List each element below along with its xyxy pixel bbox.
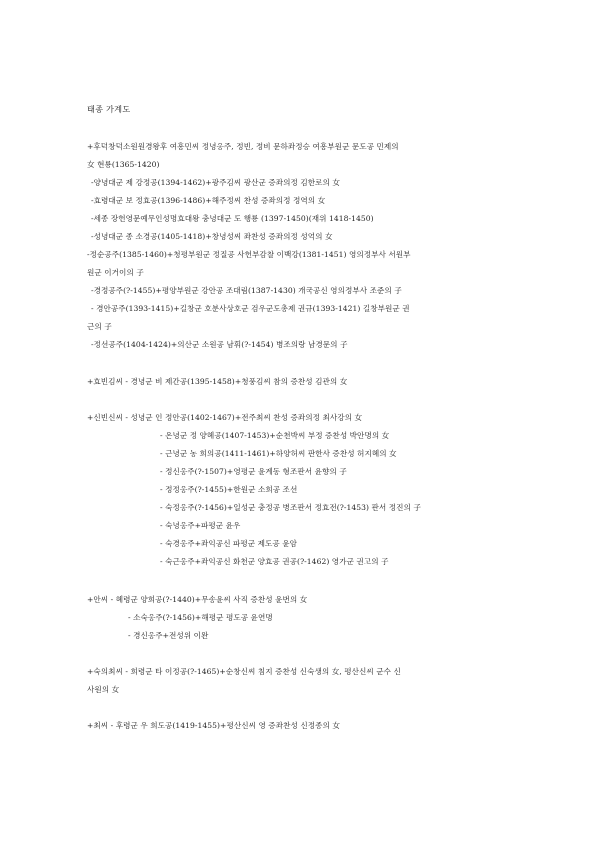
text-line: - 정정옹주(?-1455)+한원군 소희공 조선 — [160, 485, 298, 494]
text-line: -성녕대군 종 소경공(1405-1418)+창녕성씨 좌찬성 증좌의정 성억의 女 — [91, 232, 333, 241]
text-line: +안씨 - 혜령군 양희공(?-1440)+무송윤씨 사직 증찬성 윤번의 女 — [87, 595, 308, 604]
text-line: 女 현룡(1365-1420) — [87, 160, 160, 169]
text-line: - 숙녕옹주+파평군 윤우 — [160, 521, 241, 530]
text-line: -세종 장헌영문예무인성명효대왕 충녕대군 도 행룡 (1397-1450)(재위 1418-1450) — [91, 214, 374, 223]
text-line: - 숙경옹주+좌익공신 파평군 제도공 윤암 — [160, 539, 298, 548]
text-line: 근의 子 — [87, 322, 112, 331]
text-line: - 정신옹주(?-1507)+영평군 윤계동 형조판서 윤향의 子 — [160, 467, 347, 476]
text-line: +숙의최씨 - 희령군 타 이정공(?-1465)+순창신씨 침지 증찬성 신숙생의 女, 평산신씨 군수 신 — [87, 667, 401, 676]
text-line: - 경신옹주+전성위 이완 — [128, 631, 209, 640]
text-line: -정순공주(1385-1460)+청평부원군 정질공 사헌부감찰 이백강(1381-1451) 영의정부사 서원부 — [87, 250, 411, 259]
text-line: -정선공주(1404-1424)+의산군 소원공 남휘(?-1454) 병조의랑 남경문의 子 — [91, 340, 348, 349]
text-line: - 숙근옹주+좌익공신 화천군 양효공 권공(?-1462) 영가군 권고의 子 — [160, 557, 389, 566]
text-line: +신빈신씨 - 성녕군 인 정안공(1402-1467)+전주최씨 찬성 증좌의정 최사강의 女 — [87, 413, 363, 422]
text-line: - 숙정옹주(?-1456)+일성군 충정공 병조판서 정효전(?-1453) 판서 정진의 子 — [160, 503, 421, 512]
text-line: 사원의 女 — [87, 685, 120, 694]
page-title: 태종 가계도 — [87, 104, 131, 114]
text-line: 원군 이거이의 子 — [87, 268, 144, 277]
text-line: - 소숙옹주(?-1456)+해평군 평도공 윤연명 — [128, 613, 273, 622]
text-line: +효빈김씨 - 경녕군 비 제간공(1395-1458)+청풍김씨 참의 증찬성 김관의 女 — [87, 377, 348, 386]
text-line: - 온녕군 정 양혜공(1407-1453)+순천박씨 부정 증찬성 박안명의 女 — [160, 431, 390, 440]
text-line: +최씨 - 후령군 우 희도공(1419-1455)+평산신씨 영 증좌찬성 신정종의 女 — [87, 721, 340, 730]
text-line: -양녕대군 제 강정공(1394-1462)+광주김씨 광산군 증좌의정 김한로의 女 — [91, 178, 341, 187]
text-line: -효령대군 보 정효공(1396-1486)+해주정씨 찬성 증좌의정 정역의 女 — [91, 196, 326, 205]
text-line: -경정공주(?-1455)+평양부원군 강안공 조대림(1387-1430) 개국공신 영의정부사 조준의 子 — [91, 286, 402, 295]
text-line: - 경안공주(1393-1415)+길창군 호분사상호군 검우군도총제 권규(1393-1421) 길창부원군 권 — [91, 304, 410, 313]
text-line: - 근녕군 농 희의공(1411-1461)+하양허씨 판한사 증찬성 허지혜의 女 — [160, 449, 397, 458]
text-line: +후덕창덕소원원경왕후 여흥민씨 정녕옹주, 정빈, 정비 문하좌정승 여흥부원군 문도공 민제의 — [87, 142, 399, 151]
